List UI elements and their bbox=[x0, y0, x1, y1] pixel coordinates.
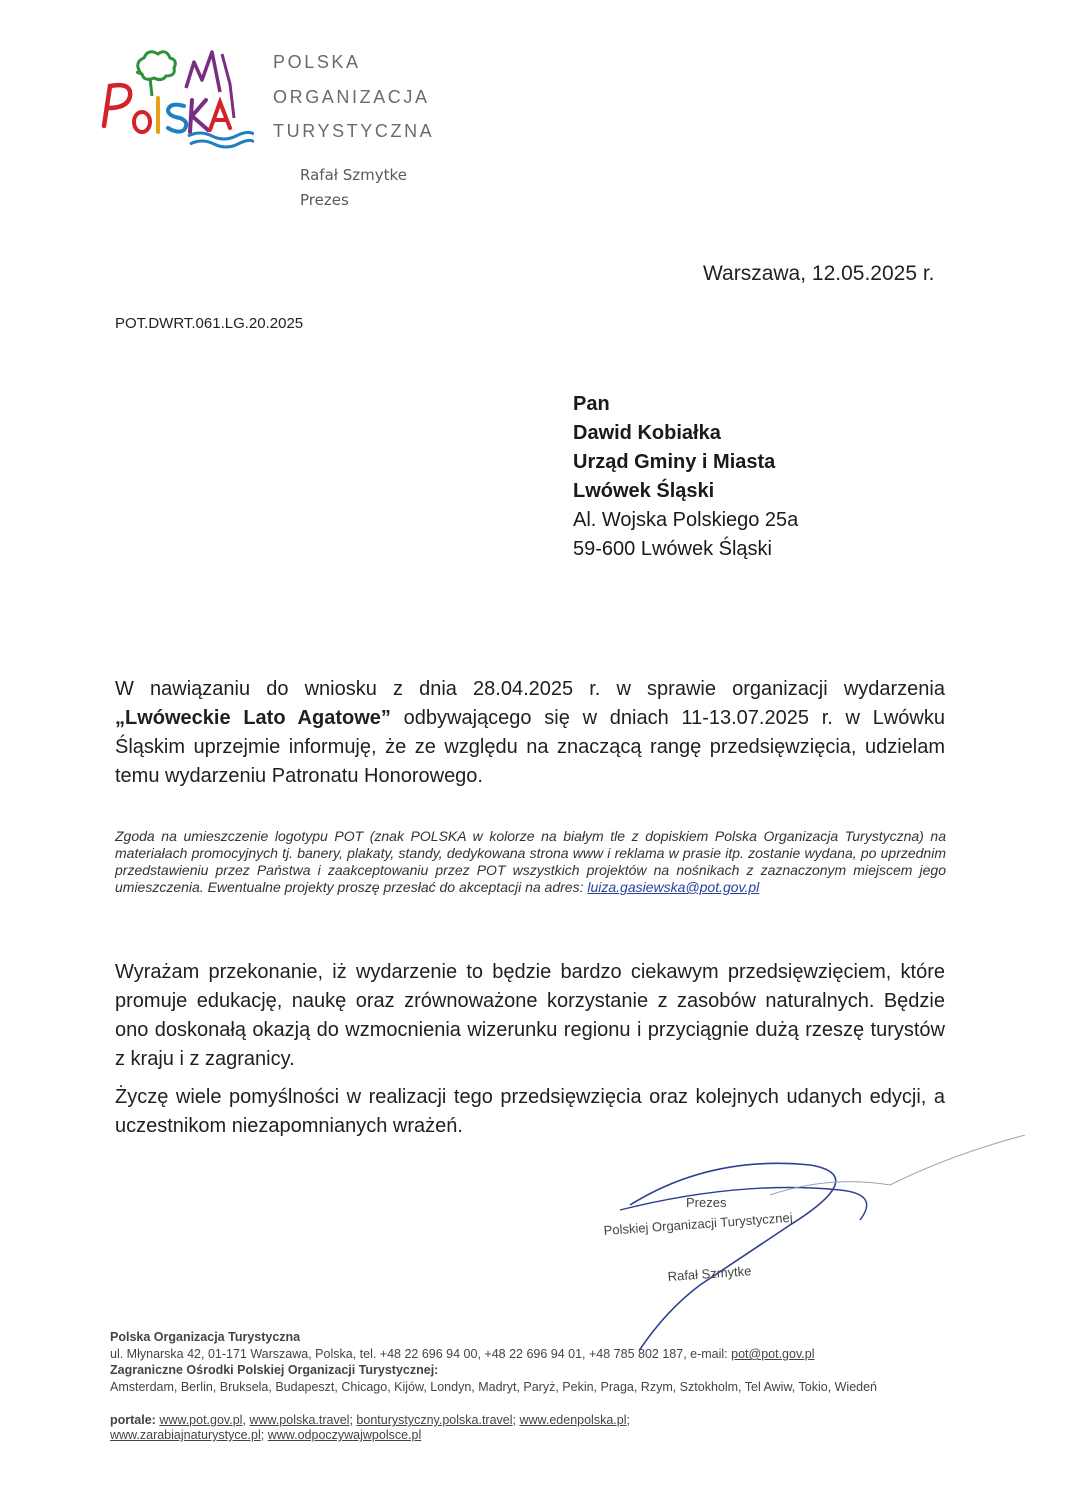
footer-portals: portale: www.pot.gov.pl, www.polska.travel; bonturystyczny.polska.travel; www.edenpolska.pl; www.zarabiajnaturystyce.pl; www.odpoczywajwpolsce.pl bbox=[110, 1413, 630, 1442]
portal-link-1[interactable]: www.pot.gov.pl bbox=[159, 1413, 243, 1427]
recipient-postal: 59-600 Lwówek Śląski bbox=[573, 538, 772, 560]
org-name-line-3: TURYSTYCZNA bbox=[273, 121, 435, 141]
org-name-line-1: POLSKA bbox=[273, 52, 361, 72]
paragraph-3: Życzę wiele pomyślności w realizacji tego przedsięwzięcia oraz kolejnych udanych edycji, a uczestnikom niezapomnianych wrażeń. bbox=[115, 1086, 945, 1137]
sender-name: Rafał Szmytke bbox=[300, 166, 407, 184]
paragraph-1: W nawiązaniu do wniosku z dnia 28.04.2025 r. w sprawie organizacji wydarzenia „Lwóweckie Lato Agatowe” odbywającego się w dniach 11-13.07.2025 r. w Lwówku Śląskim uprzejmie informuję, że ze względu na znaczącą rangę przedsięwzięcia, udzielam temu wydarzeniu Patronatu Honorowego. bbox=[115, 678, 945, 787]
event-name: „Lwóweckie Lato Agatowe” bbox=[115, 707, 391, 729]
footer-email-link[interactable]: pot@pot.gov.pl bbox=[731, 1347, 815, 1361]
stamp-title: Prezes bbox=[686, 1195, 727, 1210]
footer-address: ul. Młynarska 42, 01-171 Warszawa, Polska, tel. +48 22 696 94 00, +48 22 696 94 01, +48 785 802 187, e-mail: pot@pot.gov.pl bbox=[110, 1347, 815, 1361]
portal-link-5[interactable]: www.zarabiajnaturystyce.pl bbox=[110, 1428, 261, 1442]
consent-email-link[interactable]: luiza.gasiewska@pot.gov.pl bbox=[587, 879, 760, 895]
portal-link-6[interactable]: www.odpoczywajwpolsce.pl bbox=[267, 1428, 422, 1442]
stamp-name: Rafał Szmytke bbox=[667, 1263, 752, 1284]
recipient-salutation: Pan bbox=[573, 393, 610, 415]
recipient-street: Al. Wojska Polskiego 25a bbox=[573, 509, 799, 531]
portal-link-2[interactable]: www.polska.travel bbox=[249, 1413, 350, 1427]
logo-consent-note: Zgoda na umieszczenie logotypu POT (znak POLSKA w kolorze na białym tle z dopiskiem Polska Organizacja Turystyczna) na materiałach promocyjnych tj. banery, plakaty, standy, dedykowana strona www i reklama w prasie itp. zostanie wydana, po uprzednim przedstawieniu przez Państwa i zaakceptowaniu przez POT wszystkich projektów na nośnikach z zaznaczonym miejscem jego umieszczenia. Ewentualne projekty proszę przesłać do akceptacji na adres: luiza.gasiewska@pot.gov.pl bbox=[115, 828, 946, 895]
portal-link-3[interactable]: bonturystyczny.polska.travel bbox=[356, 1413, 513, 1427]
paragraph-2: Wyrażam przekonanie, iż wydarzenie to będzie bardzo ciekawym przedsięwzięciem, które promuje edukację, naukę oraz zrównoważone korzystanie z zasobów naturalnych. Będzie ono doskonałą okazją do wzmocnienia wizerunku regionu i przyciągnie dużą rzeszę turystów z kraju i z zagranicy. bbox=[115, 961, 945, 1070]
letter-date: Warszawa, 12.05.2025 r. bbox=[703, 262, 935, 285]
sender-title: Prezes bbox=[300, 191, 349, 209]
polska-logo bbox=[98, 44, 254, 152]
stamp-org: Polskiej Organizacji Turystycznej bbox=[603, 1209, 794, 1238]
footer-offices-list: Amsterdam, Berlin, Bruksela, Budapeszt, Chicago, Kijów, Londyn, Madryt, Paryż, Pekin, Praga, Rzym, Sztokholm, Tel Awiw, Tokio, Wiedeń bbox=[110, 1380, 878, 1394]
portal-link-4[interactable]: www.edenpolska.pl bbox=[519, 1413, 627, 1427]
org-name-line-2: ORGANIZACJA bbox=[273, 87, 430, 107]
footer-offices-title: Zagraniczne Ośrodki Polskiej Organizacji Turystycznej: bbox=[110, 1363, 439, 1377]
recipient-name: Dawid Kobiałka bbox=[573, 422, 721, 444]
footer-org-name: Polska Organizacja Turystyczna bbox=[110, 1330, 301, 1344]
signature-stamp bbox=[590, 1135, 1030, 1350]
recipient-office: Urząd Gminy i Miasta bbox=[573, 451, 776, 473]
reference-number: POT.DWRT.061.LG.20.2025 bbox=[115, 315, 304, 332]
recipient-city: Lwówek Śląski bbox=[573, 480, 715, 502]
